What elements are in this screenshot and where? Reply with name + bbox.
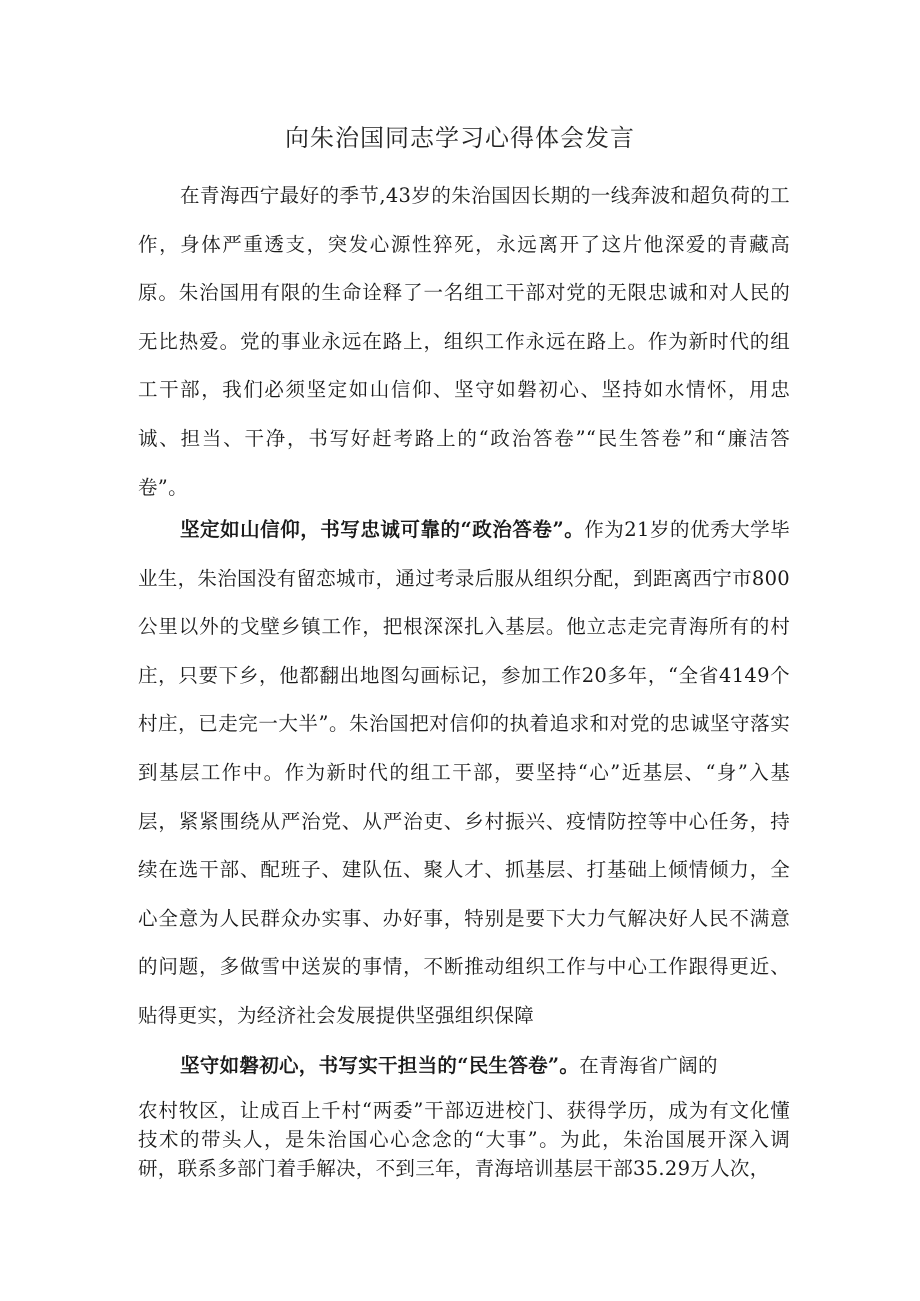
paragraph-text: 在青海省广阔的 [579, 1054, 718, 1077]
paragraph-livelihood-body [138, 1096, 790, 1183]
document-title: 向朱治国同志学习心得体会发言 [285, 124, 635, 152]
paragraph-intro [138, 172, 790, 512]
paragraph-political [138, 506, 790, 1041]
paragraph-text: 农村牧区，让成百上千村“两委”干部迈进校门、获得学历，成为有文化懂技术的带头人，是朱治国心心念念的“大事”。为此，朱治国展开深入调研，联系多部门着手解决，不到三年，青海培训基层干部35.29万人次， [138, 1099, 790, 1180]
paragraph-lead-heading: 坚定如山信仰，书写忠诚可靠的“政治答卷”。 [180, 518, 585, 541]
paragraph-livelihood-lead [138, 1042, 790, 1090]
paragraph-lead-heading: 坚守如磐初心，书写实干担当的“民生答卷”。 [180, 1054, 580, 1077]
paragraph-text: 在青海西宁最好的季节,43岁的朱治国因长期的一线奔波和超负荷的工作，身体严重透支，突发心源性猝死，永远离开了这片他深爱的青藏高原。朱治国用有限的生命诠释了一名组工干部对党的无限忠诚和对人民的无比热爱。党的事业永远在路上，组织工作永远在路上。作为新时代的组工干部，我们必须坚定如山信仰、坚守如磐初心、坚持如水情怀，用忠诚、担当、干净，书写好赶考路上的“政治答卷”“民生答卷”和“廉洁答卷”。 [138, 184, 790, 499]
paragraph-text: 作为21岁的优秀大学毕业生，朱治国没有留恋城市，通过考录后服从组织分配，到距离西宁市800公里以外的戈壁乡镇工作，把根深深扎入基层。他立志走完青海所有的村庄，只要下乡，他都翻出地图勾画标记，参加工作20多年，“全省4149个村庄，已走完一大半”。朱治国把对信仰的执着追求和对党的忠诚坚守落实到基层工作中。作为新时代的组工干部，要坚持“心”近基层、“身”入基层，紧紧围绕从严治党、从严治吏、乡村振兴、疫情防控等中心任务，持续在选干部、配班子、建队伍、聚人才、抓基层、打基础上倾情倾力，全心全意为人民群众办实事、办好事，特别是要下大力气解决好人民不满意的问题，多做雪中送炭的事情，不断推动组织工作与中心工作跟得更近、贴得更实，为经济社会发展提供坚强组织保障 [138, 518, 790, 1027]
